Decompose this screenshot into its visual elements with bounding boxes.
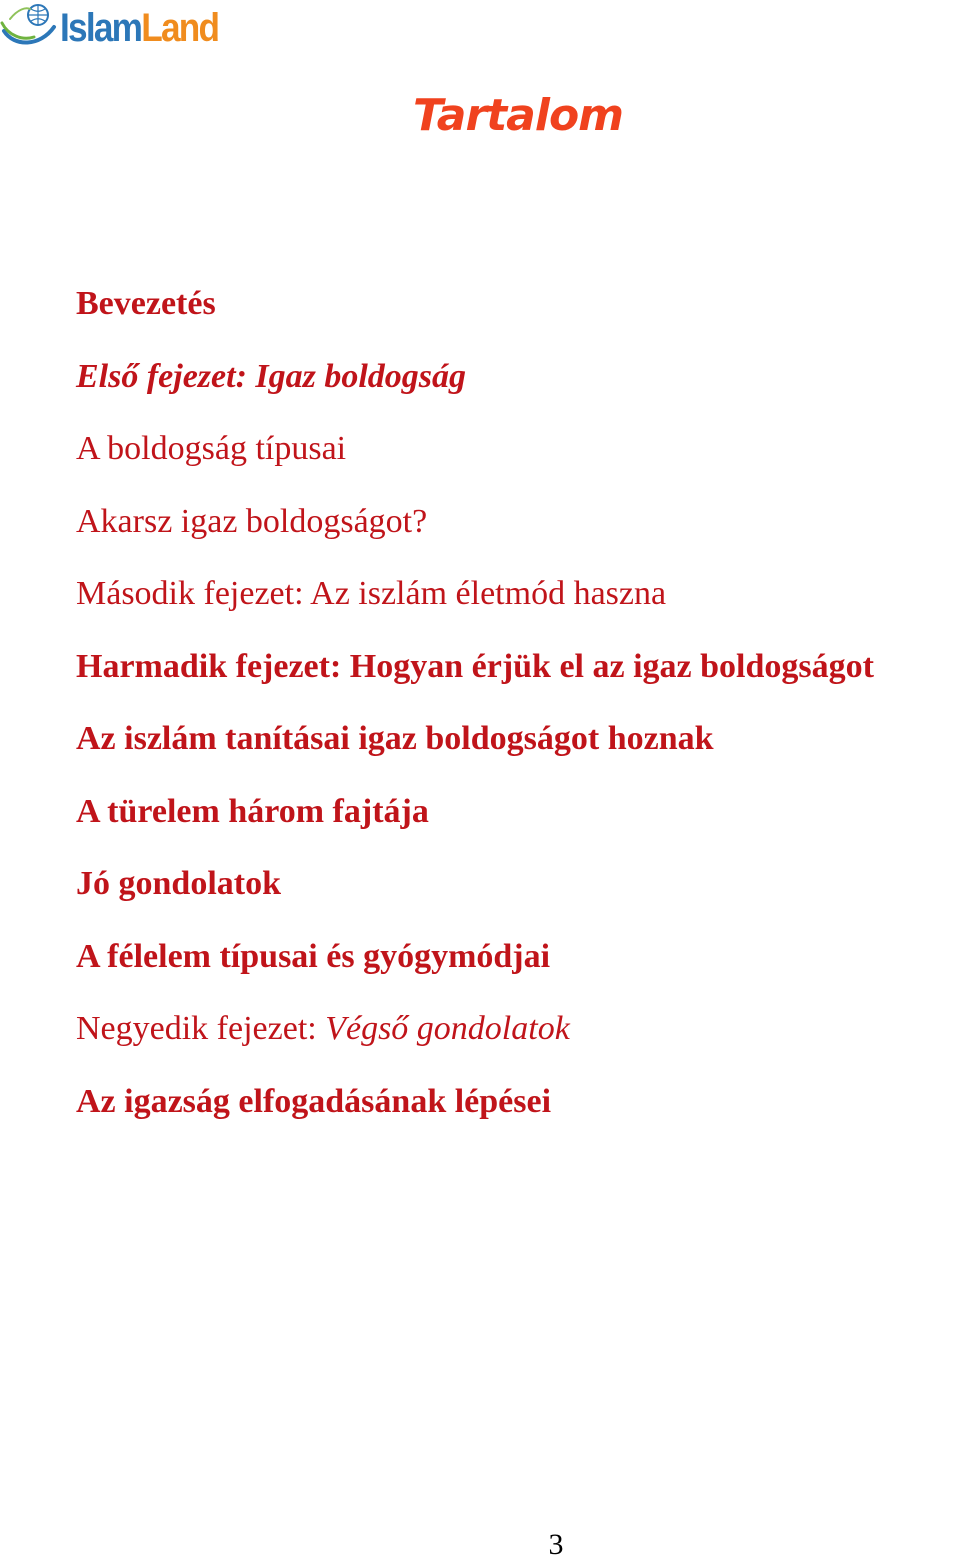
- toc-item-masodik-fejezet[interactable]: Második fejezet: Az iszlám életmód haszna: [76, 575, 667, 612]
- globe-swoosh-icon: [0, 1, 58, 51]
- table-of-contents: [76, 268, 874, 1138]
- toc-item-harmadik-fejezet[interactable]: Harmadik fejezet: Hogyan érjük el az igaz boldogságot: [76, 647, 874, 685]
- toc-item-turelem[interactable]: A türelem három fajtája: [76, 792, 429, 830]
- toc-item-negyedik-fejezet[interactable]: [76, 993, 874, 1066]
- toc-item-negyedik-fejezet-label: Negyedik fejezet:: [76, 1010, 326, 1047]
- toc-item-akarsz-igaz-boldogsagot[interactable]: Akarsz igaz boldogságot?: [76, 502, 428, 540]
- logo-wordmark: [60, 8, 218, 48]
- toc-item-igazsag-elfogadasa[interactable]: Az igazság elfogadásának lépései: [76, 1082, 552, 1120]
- page-title: Tartalom: [412, 90, 624, 141]
- toc-item-jo-gondolatok[interactable]: Jó gondolatok: [76, 865, 281, 902]
- logo-wordmark-part1: Islam: [60, 6, 142, 50]
- toc-item-elso-fejezet[interactable]: Első fejezet: Igaz boldogság: [76, 357, 467, 395]
- page-number: 3: [548, 1528, 564, 1561]
- toc-item-felelem-tipusai[interactable]: A félelem típusai és gyógymódjai: [76, 937, 551, 975]
- logo-wordmark-part2: Land: [141, 6, 219, 50]
- toc-item-iszlam-tanitasai[interactable]: Az iszlám tanításai igaz boldogságot hoznak: [76, 720, 714, 757]
- toc-item-bevezetes[interactable]: Bevezetés: [76, 285, 216, 322]
- islamland-logo: [0, 0, 240, 52]
- toc-item-negyedik-fejezet-title: Végső gondolatok: [325, 1010, 570, 1047]
- toc-item-boldogsag-tipusai[interactable]: A boldogság típusai: [76, 430, 347, 467]
